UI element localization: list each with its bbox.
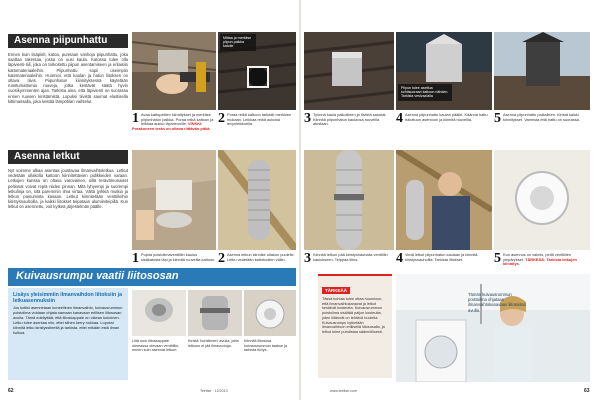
dryer-banner [8, 268, 296, 286]
step-number: 3 [304, 251, 311, 266]
photo-dryer-back [244, 290, 296, 336]
step-mid-4 [396, 253, 490, 265]
tip-text: Tässä kohtaa tulee ottaa huomioon, että ilmanvaihtokanavat ja letkut kestävät kosteutta. Kuivausrummun poistoilma sisältää paljon kosteutta, joten liitännät on tehtävä huolella. Kuivausrumpu kytketään ilmanvaihtoon erillisellä liitososalla, ja letkut tulee puhdistaa säännöllisesti. [322, 297, 385, 334]
info-heading: Lisäys yleisimmiin ilmanvaihdon liitoksiin ja letkuasennuksiin [13, 292, 122, 304]
step-top-1 [132, 113, 216, 132]
step-mid-2 [218, 253, 296, 265]
photo-callout-level: Piipun tulee asettua kohtisuoraan kattoon nähden. Tarkista vesivaa'alla [398, 84, 452, 101]
step-text: Asenna piipunhattu paikalleen. Kiristä kaikki kiinnitykset. Varmista että hattu on suorassa. [503, 112, 580, 122]
step-mid-1 [132, 253, 216, 265]
step-text: Pujota poistoilmaventtiilin kaulus sisäkatosta läpi ja kiinnitä ruuveilla kattoon. [141, 252, 216, 262]
step-text: Työnnä kaula paikoilleen ja tiivistä saumat. Kiinnitä piipunhatun kaulaosa ruuveilla alustaan. [313, 112, 387, 127]
step-top-3 [304, 113, 392, 127]
step-text: Asenna letkun kiinnike ullakon puolelle. Letku vedetään kattotuolien väliin. [227, 252, 295, 262]
small-caption-2: Kiristä 'kuristimen' avulla, jotta letkuun ei jää ilmavuotoja. [188, 339, 239, 348]
photo-finished-valve [494, 150, 590, 250]
step-number: 1 [132, 111, 139, 126]
step-text: Kiinnitä letkun pää kiristysnauhalla venttiilin kaulukseen. Teippaa liitos. [313, 252, 388, 262]
step-number: 4 [396, 251, 403, 266]
folio-text-right: www.teeitse.com [330, 389, 357, 393]
photo-callout-measure: Mittaa ja merkitse piipun paikka katolle [220, 34, 256, 51]
tip-label: TÄRKEÄÄ [322, 287, 350, 294]
page-gutter [299, 0, 301, 400]
small-caption-3: Kiinnitä liitososa kuivausrummun taakse ja tarkista tiiviys. [244, 339, 288, 353]
folio-text-left: Teeitse · 12/2013 [200, 389, 228, 393]
step-mid-3 [304, 253, 392, 265]
page-number-left: 62 [8, 388, 14, 394]
step-text: Asenna piipunhattu kaulan päälle. Käännä hattu haluttuun asentoon ja kiinnitä ruuveilla. [405, 112, 488, 122]
photo-drilling-roof [132, 32, 216, 110]
page-number-right: 63 [584, 388, 590, 394]
tip-box [318, 274, 392, 378]
photo-laundry-room [396, 274, 590, 382]
photo-chimney-collar [304, 32, 394, 110]
section-body-chimney: Ennen kuin lisäpiirit, katoa, puretaan vanhoja piipunhattu, joka saattaa rakentaa, jossa on uusi kaula. Katossa tulee olla läpivienti-tiili, joka on tarkoitettu piipun asentamiseen ja erilaisiin kattomateriaaleihin. Piipunhattu sopii useimpiin katemateriaaleihin. Huomioi, että kaulan ja hatun liitoksen on oltava tiivis. Piipunhatun kiinnityksessä käytetään ruostumattomia ruuveja, jotka kestävät säätä hyvin vuosikymmenten ajan. Tarkista aina, että läpivienti on suorassa ennen ruuvien kiristämistä. Lopuksi tiivistä saumat elastisella kittimassalla, joka kestää lämpötilan vaihtelut. [8, 52, 128, 104]
step-number: 1 [132, 251, 139, 266]
step-number: 5 [494, 111, 501, 126]
photo-chimney-installed [494, 32, 590, 110]
step-top-5 [494, 113, 590, 125]
section-body-hoses: Nyt voimme alkaa asentaa joustavaa ilmanvaihtoletkua. Letkut vedetään ullakolla kattoon kiinnitettävien pidikkeiden varaan. Letkujen kanssa on oltava varovainen, sillä teräväreunaiset peltiosat voivat repiä niiden pinnan. Mitä lyhyempi ja suorempi letkulinja on, sitä paremmin ilma virtaa. Vältä jyrkkiä mutkia ja letkun painumista kasaan. Letkut kiinnitetään venttiileihin kiristysnauhoilla, ja kaikki liitokset teipataan alumiiniteipillä. Kun letkut on asennettu, voit kytkeä järjestelmän päälle. [8, 168, 128, 210]
photo-man-in-attic [396, 150, 492, 250]
side-note: Tämän kuivausrummun poistoilma ohjataan ilmanvaihtokanavaan liitososan avulla. [468, 292, 526, 313]
step-text: Vedä letkut piipunhatun kaulaan ja kiinnitä kiristysnauhoilla. Tarkista liitokset. [405, 252, 478, 262]
step-mid-5 [494, 253, 590, 267]
info-box [8, 288, 128, 380]
section-heading-hoses: Asenna letkut [8, 150, 128, 164]
photo-connector-part [132, 290, 186, 336]
step-text: Poraa reikä kattoon tarkasti merkkien mukaan. Leikkaa reikä aukoksi levynleikkurilla. [227, 112, 292, 127]
small-caption-1: Liitä uusi liitoskappale olemassa olevaan venttiiliin, ennen kuin asennat letkun. [132, 339, 180, 353]
step-top-4 [396, 113, 490, 125]
step-number: 4 [396, 111, 403, 126]
info-text: Jos kotiisi asennetaan koneellinen ilmanvaihto, kuivausrummun poistoilma voidaan ohjata samaan kanavaan erillisen liitososan avulla. Tämä edellyttää, että liitoskappale on oikean kokoinen. Letku tulee asentaa niin, ettei siihen kerry nukkaa. Lopuksi kiinnitä letku kiristyssiteellä ja tarkista, ettei mikään estä ilman kulkua. [13, 305, 123, 335]
step-number: 5 [494, 251, 501, 266]
step-number: 3 [304, 111, 311, 126]
photo-clamp [188, 290, 242, 336]
step-text: Kun asennus on valmis, peitä venttiilien ympärykset. [503, 252, 572, 262]
step-top-2 [218, 113, 296, 127]
step-warning: TÄRKEÄÄ: Tarkista letkujen kiinnitys. [503, 256, 577, 267]
section-heading-chimney: Asenna piipunhattu [8, 34, 128, 48]
step-number: 2 [218, 251, 225, 266]
photo-attic-hose [218, 150, 296, 250]
step-number: 2 [218, 111, 225, 126]
step-text: Avaa kattopeltien kiinnitykset ja merkitse piipunhatun paikka. Poraa reikä kattoon ja leikkaa aukko läpiviennille. [141, 112, 214, 127]
banner-title: Kuivausrumpu vaatii liitososan [16, 270, 179, 282]
step-warning: VINKKI: Porakoneen terän on oltava riittävän pitkä. [132, 121, 211, 132]
photo-hose-clamp [304, 150, 394, 250]
photo-ceiling-valve [132, 150, 216, 250]
